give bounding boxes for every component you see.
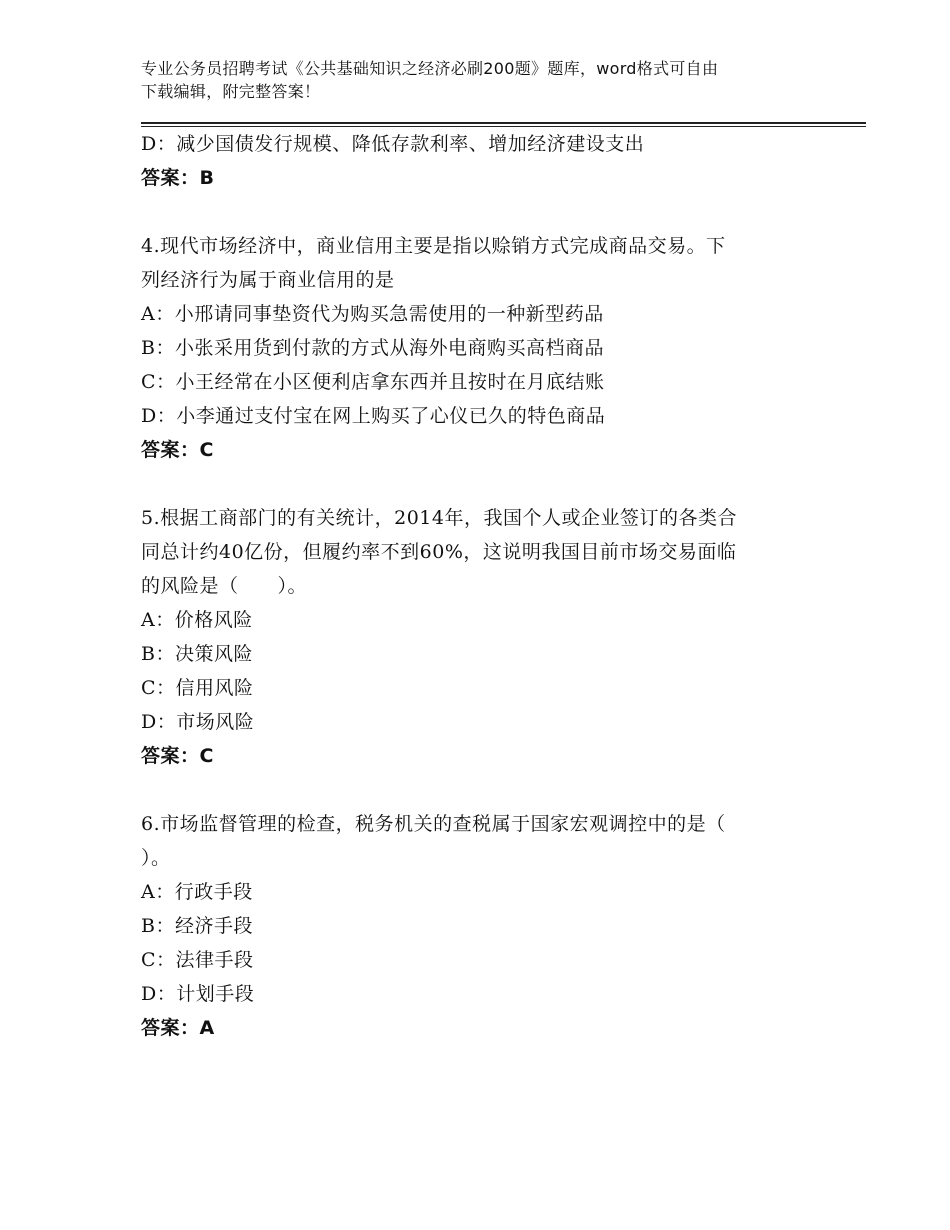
q5-stem-line-1: 5.根据工商部门的有关统计，2014年，我国个人或企业签订的各类合 xyxy=(141,507,737,529)
q6-option-b: B：经济手段 xyxy=(141,915,253,937)
question-6 xyxy=(141,807,801,1045)
q5-option-b: B：决策风险 xyxy=(141,643,253,665)
q4-option-b: B：小张采用货到付款的方式从海外电商购买高档商品 xyxy=(141,337,604,359)
q6-option-a: A：行政手段 xyxy=(141,881,253,903)
spacer xyxy=(141,195,801,229)
q5-stem-line-2: 同总计约40亿份，但履约率不到60%，这说明我国目前市场交易面临 xyxy=(141,541,737,563)
q6-answer: 答案：A xyxy=(141,1017,215,1039)
question-list xyxy=(141,127,801,1045)
q3-option-d: D：减少国债发行规模、降低存款利率、增加经济建设支出 xyxy=(141,133,645,155)
q5-option-a: A：价格风险 xyxy=(141,609,253,631)
q5-option-c: C：信用风险 xyxy=(141,677,254,699)
header-divider-thick xyxy=(141,122,866,124)
q5-answer: 答案：C xyxy=(141,745,214,767)
q6-stem-line-1: 6.市场监督管理的检查，税务机关的查税属于国家宏观调控中的是（ xyxy=(141,813,726,835)
q5-stem-line-3: 的风险是（ ）。 xyxy=(141,575,308,597)
question-4 xyxy=(141,229,801,467)
q3-answer: 答案：B xyxy=(141,167,215,189)
question-3-continued xyxy=(141,127,801,195)
q4-stem-line-1: 4.现代市场经济中，商业信用主要是指以赊销方式完成商品交易。下 xyxy=(141,235,726,257)
question-5 xyxy=(141,501,801,773)
document-header xyxy=(141,57,821,103)
q6-option-d: D：计划手段 xyxy=(141,983,255,1005)
q4-stem-line-2: 列经济行为属于商业信用的是 xyxy=(141,269,395,291)
q6-option-c: C：法律手段 xyxy=(141,949,254,971)
q4-option-a: A：小邢请同事垫资代为购买急需使用的一种新型药品 xyxy=(141,303,604,325)
q4-answer: 答案：C xyxy=(141,439,214,461)
spacer xyxy=(141,467,801,501)
spacer xyxy=(141,773,801,807)
q5-option-d: D：市场风险 xyxy=(141,711,255,733)
header-line-1: 专业公务员招聘考试《公共基础知识之经济必刷200题》题库，word格式可自由 xyxy=(141,59,719,78)
q6-stem-line-2: ）。 xyxy=(141,847,171,869)
header-line-2: 下载编辑，附完整答案！ xyxy=(141,82,321,101)
q4-option-d: D：小李通过支付宝在网上购买了心仪已久的特色商品 xyxy=(141,405,606,427)
q4-option-c: C：小王经常在小区便利店拿东西并且按时在月底结账 xyxy=(141,371,605,393)
